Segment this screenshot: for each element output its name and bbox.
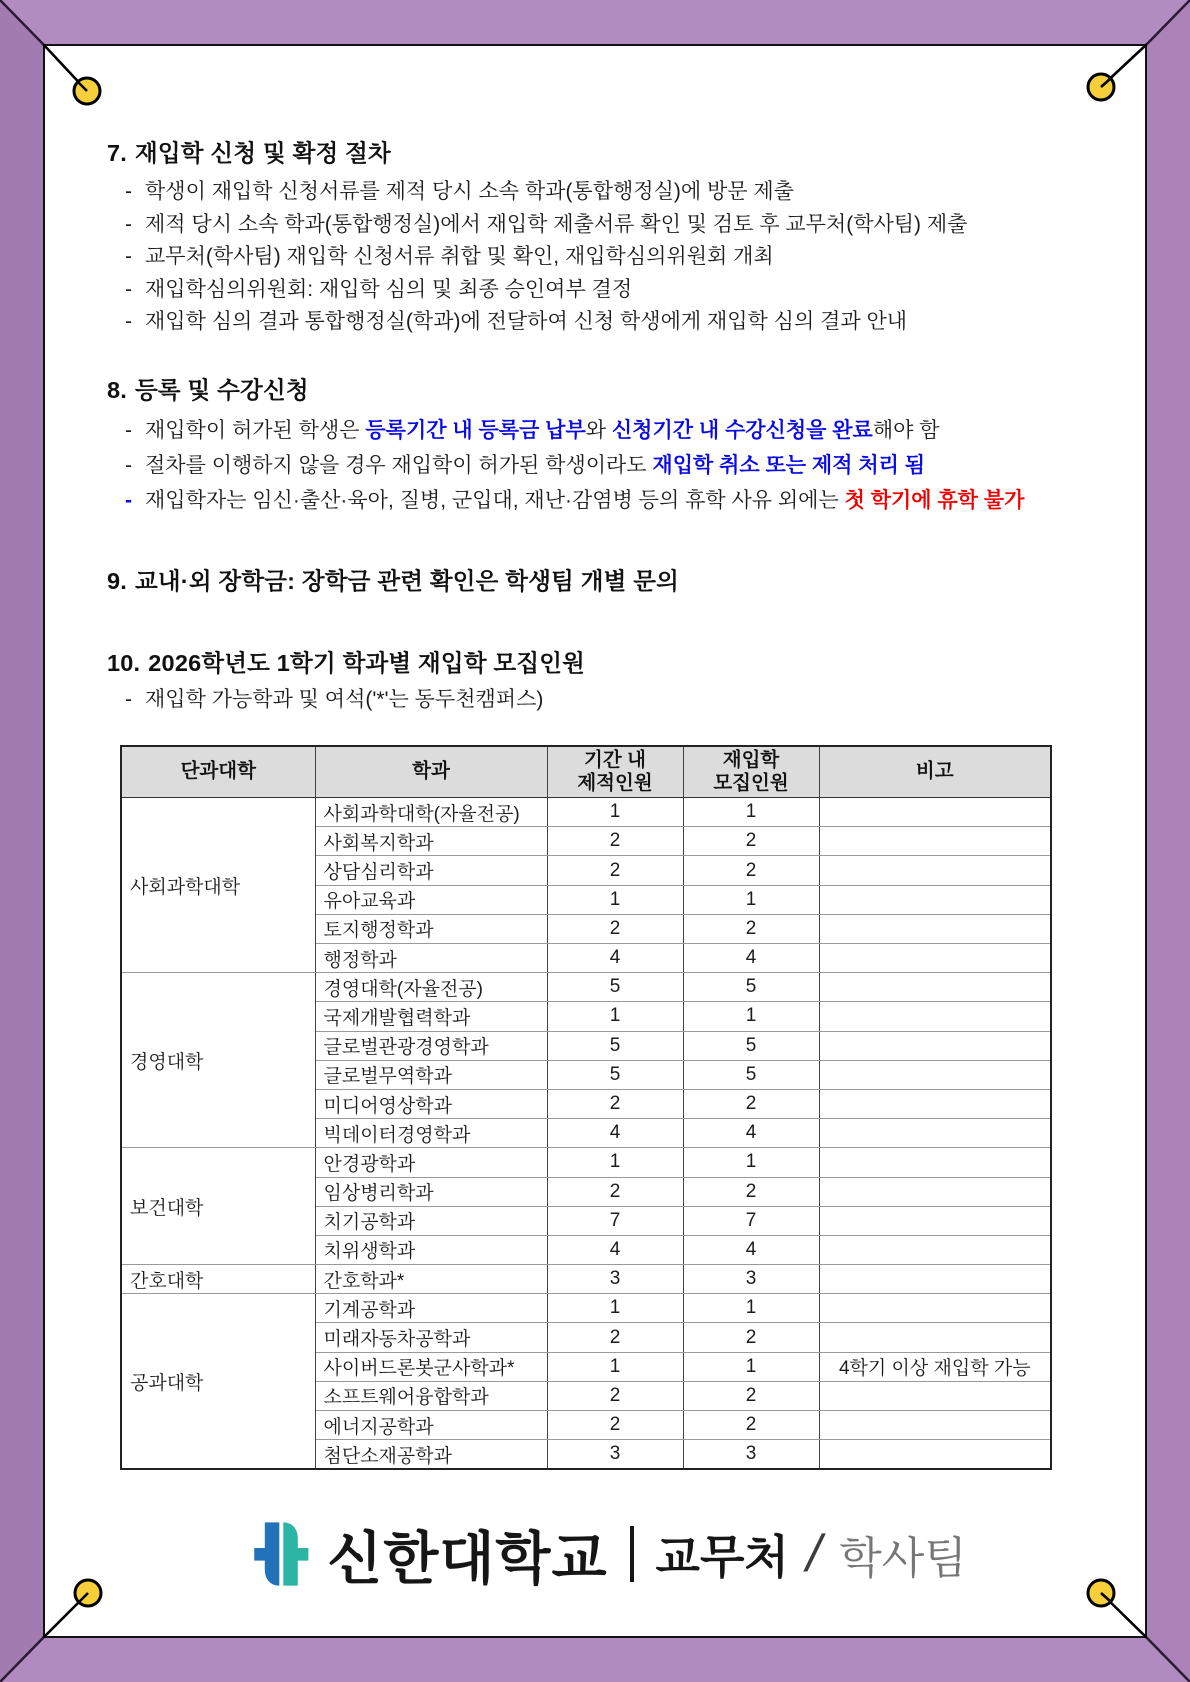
recruit-count-cell: 2 [683, 1323, 819, 1352]
recruit-count-cell: 3 [683, 1440, 819, 1469]
separator-bar [630, 1526, 634, 1582]
department-cell: 국제개발협력학과 [315, 1002, 547, 1031]
bullet-line [125, 306, 1105, 339]
section-8-bullets [125, 413, 1105, 518]
department-name: 교무처 [655, 1530, 789, 1583]
recruit-count-cell: 1 [683, 885, 819, 914]
footer-logo-row [107, 1506, 1105, 1602]
expelled-count-cell: 2 [547, 827, 683, 856]
table-header-cell: 기간 내 제적인원 [547, 746, 683, 798]
department-cell: 경영대학(자율전공) [315, 973, 547, 1002]
bullet-text-segment: 재입학 취소 또는 제적 처리 됨 [652, 453, 926, 477]
expelled-count-cell: 1 [547, 798, 683, 827]
section-title-text: 재입학 신청 및 확정 절차 [135, 140, 391, 166]
table-row [121, 1148, 1051, 1177]
section-title-text: 등록 및 수강신청 [135, 376, 309, 403]
note-cell [819, 1060, 1051, 1089]
table-row [121, 973, 1051, 1002]
expelled-count-cell: 2 [547, 1177, 683, 1206]
department-cell: 간호학과* [315, 1265, 547, 1294]
note-cell [819, 944, 1051, 973]
note-cell [819, 1323, 1051, 1352]
table-header [121, 746, 1051, 798]
department-cell: 상담심리학과 [315, 856, 547, 885]
bullet-text-segment: 신청기간 내 수강신청을 완료 [611, 418, 873, 442]
note-cell [819, 1235, 1051, 1264]
bullet-line [125, 176, 1105, 209]
recruit-count-cell: 4 [683, 944, 819, 973]
note-cell [819, 1206, 1051, 1235]
section-number: 8. [107, 376, 127, 403]
college-cell: 사회과학대학 [121, 798, 315, 973]
note-cell [819, 1031, 1051, 1060]
section-7-bullets [125, 176, 1105, 339]
department-cell: 글로벌관광경영학과 [315, 1031, 547, 1060]
department-cell: 행정학과 [315, 944, 547, 973]
section-7-title [107, 134, 1105, 168]
bullet-text-segment: 절차를 이행하지 않을 경우 재입학이 허가된 학생이라도 [145, 453, 653, 477]
bullet-line [125, 448, 1105, 483]
expelled-count-cell: 2 [547, 1323, 683, 1352]
expelled-count-cell: 1 [547, 1002, 683, 1031]
bullet-dash: - [125, 687, 132, 711]
section-8 [107, 371, 1105, 518]
expelled-count-cell: 4 [547, 1119, 683, 1148]
bullet-dash: - [125, 212, 132, 236]
recruit-count-cell: 2 [683, 1411, 819, 1440]
expelled-count-cell: 2 [547, 914, 683, 943]
note-cell [819, 1002, 1051, 1031]
bullet-line [125, 209, 1105, 242]
bullet-line [125, 274, 1105, 307]
expelled-count-cell: 2 [547, 856, 683, 885]
recruit-count-cell: 2 [683, 856, 819, 885]
bullet-line [125, 413, 1105, 448]
note-cell: 4학기 이상 재입학 가능 [819, 1352, 1051, 1381]
section-title-text: 교내·외 장학금: 장학금 관련 확인은 학생팀 개별 문의 [135, 567, 680, 594]
recruit-count-cell: 1 [683, 798, 819, 827]
recruit-count-cell: 2 [683, 914, 819, 943]
expelled-count-cell: 1 [547, 1294, 683, 1323]
table-row [121, 1294, 1051, 1323]
department-cell: 치위생학과 [315, 1235, 547, 1264]
bullet-text-segment: 제적 당시 소속 학과(통합행정실)에서 재입학 제출서류 확인 및 검토 후 교무처(학사팀) 제출 [145, 212, 968, 236]
expelled-count-cell: 5 [547, 1060, 683, 1089]
department-cell: 미디어영상학과 [315, 1089, 547, 1118]
expelled-count-cell: 4 [547, 1235, 683, 1264]
bullet-dash: - [125, 488, 132, 512]
expelled-count-cell: 3 [547, 1265, 683, 1294]
expelled-count-cell: 5 [547, 973, 683, 1002]
university-name: 신한대학교 [327, 1526, 608, 1591]
recruit-count-cell: 2 [683, 827, 819, 856]
bullet-line [125, 483, 1105, 518]
note-cell [819, 1119, 1051, 1148]
table-row [121, 798, 1051, 827]
note-cell [819, 914, 1051, 943]
shinhan-university-logo-icon [245, 1511, 311, 1597]
recruit-count-cell: 1 [683, 1294, 819, 1323]
note-cell [819, 1265, 1051, 1294]
department-cell: 유아교육과 [315, 885, 547, 914]
note-cell [819, 973, 1051, 1002]
expelled-count-cell: 2 [547, 1381, 683, 1410]
recruit-count-cell: 2 [683, 1177, 819, 1206]
table-header-cell: 비고 [819, 746, 1051, 798]
table-header-cell: 단과대학 [121, 746, 315, 798]
recruit-count-cell: 7 [683, 1206, 819, 1235]
department-cell: 빅데이터경영학과 [315, 1119, 547, 1148]
section-number: 9. [107, 567, 127, 594]
college-cell: 경영대학 [121, 973, 315, 1148]
recruit-count-cell: 2 [683, 1381, 819, 1410]
recruit-count-cell: 5 [683, 1060, 819, 1089]
bullet-text-segment: 교무처(학사팀) 재입학 신청서류 취합 및 확인, 재입학심의위원회 개최 [145, 245, 774, 269]
recruit-count-cell: 4 [683, 1119, 819, 1148]
bullet-text-segment: 재입학 심의 결과 통합행정실(학과)에 전달하여 신청 학생에게 재입학 심의 결과 안내 [145, 310, 908, 334]
note-cell [819, 1089, 1051, 1118]
bullet-text-segment: 등록기간 내 등록금 납부 [365, 418, 586, 442]
bullet-dash: - [125, 310, 132, 334]
expelled-count-cell: 1 [547, 1148, 683, 1177]
note-cell [819, 1148, 1051, 1177]
document-page [43, 44, 1147, 1638]
table-row [121, 1265, 1051, 1294]
team-name: 학사팀 [839, 1533, 967, 1583]
section-10-title [107, 644, 1105, 678]
table-header-cell: 재입학 모집인원 [683, 746, 819, 798]
note-cell [819, 1294, 1051, 1323]
note-cell [819, 885, 1051, 914]
department-cell: 사회과학대학(자율전공) [315, 798, 547, 827]
department-cell: 안경광학과 [315, 1148, 547, 1177]
recruit-count-cell: 2 [683, 1089, 819, 1118]
expelled-count-cell: 4 [547, 944, 683, 973]
department-cell: 치기공학과 [315, 1206, 547, 1235]
section-9 [107, 562, 1105, 596]
recruit-count-cell: 1 [683, 1352, 819, 1381]
recruit-count-cell: 4 [683, 1235, 819, 1264]
expelled-count-cell: 2 [547, 1411, 683, 1440]
note-cell [819, 827, 1051, 856]
note-cell [819, 1381, 1051, 1410]
section-number: 10. [107, 649, 141, 676]
bullet-dash: - [125, 277, 132, 301]
table-body [121, 798, 1051, 1469]
bullet-text-segment: 재입학이 허가된 학생은 [145, 418, 366, 442]
department-cell: 미래자동차공학과 [315, 1323, 547, 1352]
section-title-text: 2026학년도 1학기 학과별 재입학 모집인원 [148, 649, 586, 676]
department-cell: 소프트웨어융합학과 [315, 1381, 547, 1410]
department-cell: 임상병리학과 [315, 1177, 547, 1206]
note-cell [819, 798, 1051, 827]
section-9-title [107, 562, 1105, 596]
department-cell: 글로벌무역학과 [315, 1060, 547, 1089]
expelled-count-cell: 3 [547, 1440, 683, 1469]
college-cell: 간호대학 [121, 1265, 315, 1294]
readmission-quota-table [120, 745, 1052, 1470]
recruit-count-cell: 3 [683, 1265, 819, 1294]
recruit-count-cell: 5 [683, 973, 819, 1002]
section-8-title [107, 371, 1105, 405]
note-cell [819, 1440, 1051, 1469]
section-10-bullets [125, 684, 1105, 717]
bullet-text-segment: 해야 함 [872, 418, 940, 442]
expelled-count-cell: 5 [547, 1031, 683, 1060]
college-cell: 보건대학 [121, 1148, 315, 1265]
note-cell [819, 1411, 1051, 1440]
bullet-dash: - [125, 453, 132, 477]
bullet-dash: - [125, 418, 132, 442]
department-cell: 첨단소재공학과 [315, 1440, 547, 1469]
expelled-count-cell: 1 [547, 1352, 683, 1381]
bullet-line [125, 241, 1105, 274]
bullet-dash: - [125, 245, 132, 269]
department-cell: 에너지공학과 [315, 1411, 547, 1440]
section-10 [107, 644, 1105, 717]
bullet-text-segment: 재입학심의위원회: 재입학 심의 및 최종 승인여부 결정 [145, 277, 633, 301]
note-cell [819, 856, 1051, 885]
bullet-text-segment: 재입학 가능학과 및 여석('*'는 동두천캠퍼스) [145, 687, 544, 711]
bullet-line [125, 684, 1105, 717]
college-cell: 공과대학 [121, 1294, 315, 1469]
department-cell: 토지행정학과 [315, 914, 547, 943]
recruit-count-cell: 5 [683, 1031, 819, 1060]
table-header-cell: 학과 [315, 746, 547, 798]
expelled-count-cell: 1 [547, 885, 683, 914]
section-7 [107, 134, 1105, 339]
slash-separator: / [800, 1524, 828, 1583]
department-cell: 사이버드론봇군사학과* [315, 1352, 547, 1381]
department-cell: 사회복지학과 [315, 827, 547, 856]
recruit-count-cell: 1 [683, 1002, 819, 1031]
recruit-count-cell: 1 [683, 1148, 819, 1177]
note-cell [819, 1177, 1051, 1206]
bullet-text-segment: 재입학자는 임신·출산·육아, 질병, 군입대, 재난·감염병 등의 휴학 사유 외에는 [145, 488, 845, 512]
expelled-count-cell: 7 [547, 1206, 683, 1235]
bullet-text-segment: 학생이 재입학 신청서류를 제적 당시 소속 학과(통합행정실)에 방문 제출 [145, 180, 794, 203]
expelled-count-cell: 2 [547, 1089, 683, 1118]
section-number: 7. [107, 140, 127, 166]
department-cell: 기계공학과 [315, 1294, 547, 1323]
bullet-text-segment: 와 [585, 418, 612, 442]
bullet-dash: - [125, 180, 132, 203]
bullet-text-segment: 첫 학기에 휴학 불가 [844, 488, 1025, 512]
